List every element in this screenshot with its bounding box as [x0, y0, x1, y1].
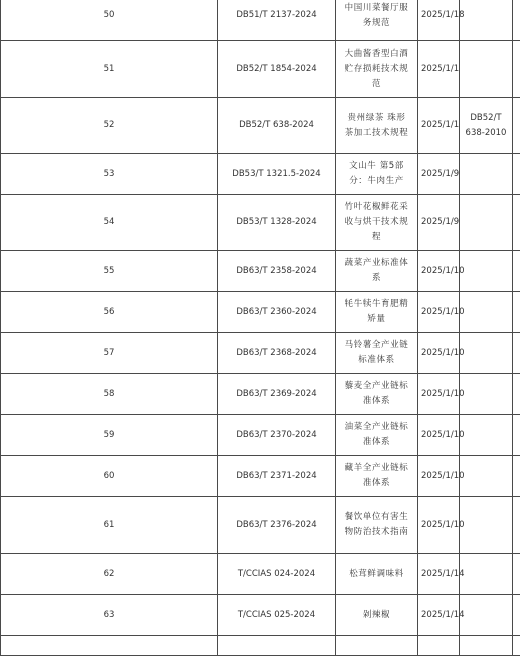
table-row	[1, 251, 520, 292]
effective-date: 2025/1/10	[418, 415, 460, 456]
table-row	[1, 98, 520, 154]
effective-date: 2025/1/1	[418, 98, 460, 154]
row-number: 57	[1, 333, 218, 374]
table-row	[1, 415, 520, 456]
spacer-cell	[513, 497, 520, 554]
effective-date: 2025/1/10	[418, 333, 460, 374]
standard-name: 竹叶花椒鲜花采收与烘干技术规程	[336, 195, 418, 251]
row-number: 54	[1, 195, 218, 251]
row-number: 60	[1, 456, 218, 497]
standard-name: 蔬菜产业标准体系	[336, 251, 418, 292]
table-row	[1, 154, 520, 195]
table-row	[1, 636, 520, 656]
standard-code: DB63/T 2371-2024	[218, 456, 336, 497]
standard-name: 牦牛犊牛育肥精矫量	[336, 292, 418, 333]
table-row	[1, 41, 520, 98]
standard-code: DB53/T 1328-2024	[218, 195, 336, 251]
replaced-standard	[460, 292, 513, 333]
effective-date: 2025/1/10	[418, 292, 460, 333]
effective-date: 2025/1/10	[418, 251, 460, 292]
spacer-cell	[513, 636, 520, 656]
replaced-standard	[460, 251, 513, 292]
table-row	[1, 195, 520, 251]
table-row	[1, 554, 520, 595]
row-number: 59	[1, 415, 218, 456]
spacer-cell	[513, 554, 520, 595]
standard-code: DB63/T 2368-2024	[218, 333, 336, 374]
effective-date: 2025/1/9	[418, 195, 460, 251]
effective-date: 2025/1/14	[418, 554, 460, 595]
replaced-standard	[460, 374, 513, 415]
spacer-cell	[513, 374, 520, 415]
standard-code: DB63/T 2376-2024	[218, 497, 336, 554]
replaced-standard: DB52/T 638-2010	[460, 98, 513, 154]
standard-name: 藜麦全产业链标准体系	[336, 374, 418, 415]
replaced-standard	[460, 595, 513, 636]
table-row	[1, 595, 520, 636]
spacer-cell	[513, 154, 520, 195]
effective-date: 2025/1/18	[418, 0, 460, 41]
standard-code: DB63/T 2360-2024	[218, 292, 336, 333]
standard-name: 马铃薯全产业链标准体系	[336, 333, 418, 374]
spacer-cell	[513, 98, 520, 154]
effective-date	[418, 636, 460, 656]
replaced-standard	[460, 636, 513, 656]
standard-name: 文山牛 第5部分：牛肉生产	[336, 154, 418, 195]
spacer-cell	[513, 456, 520, 497]
effective-date: 2025/1/10	[418, 497, 460, 554]
replaced-standard	[460, 154, 513, 195]
row-number: 50	[1, 0, 218, 41]
standard-code: DB53/T 1321.5-2024	[218, 154, 336, 195]
table-row	[1, 0, 520, 41]
standard-code: DB52/T 1854-2024	[218, 41, 336, 98]
effective-date: 2025/1/10	[418, 374, 460, 415]
replaced-standard	[460, 415, 513, 456]
replaced-standard	[460, 333, 513, 374]
table-row	[1, 497, 520, 554]
effective-date: 2025/1/1	[418, 41, 460, 98]
row-number: 62	[1, 554, 218, 595]
spacer-cell	[513, 595, 520, 636]
standard-name: 大曲酱香型白酒贮存损耗技术规范	[336, 41, 418, 98]
standard-code: DB52/T 638-2024	[218, 98, 336, 154]
row-number: 51	[1, 41, 218, 98]
replaced-standard	[460, 0, 513, 41]
row-number: 56	[1, 292, 218, 333]
row-number: 63	[1, 595, 218, 636]
standard-code: DB63/T 2370-2024	[218, 415, 336, 456]
standard-code: DB63/T 2358-2024	[218, 251, 336, 292]
replaced-standard	[460, 195, 513, 251]
row-number	[1, 636, 218, 656]
spacer-cell	[513, 292, 520, 333]
replaced-standard	[460, 554, 513, 595]
table-body	[1, 0, 520, 656]
row-number: 58	[1, 374, 218, 415]
spacer-cell	[513, 333, 520, 374]
table-row	[1, 292, 520, 333]
effective-date: 2025/1/10	[418, 456, 460, 497]
standard-name: 剁辣椒	[336, 595, 418, 636]
table-row	[1, 333, 520, 374]
spacer-cell	[513, 41, 520, 98]
replaced-standard	[460, 497, 513, 554]
standard-code: DB63/T 2369-2024	[218, 374, 336, 415]
standard-name: 藏羊全产业链标准体系	[336, 456, 418, 497]
standard-name: 松茸鲜调味料	[336, 554, 418, 595]
standard-name: 油菜全产业链标准体系	[336, 415, 418, 456]
row-number: 53	[1, 154, 218, 195]
standard-code: T/CCIAS 024-2024	[218, 554, 336, 595]
table-row	[1, 374, 520, 415]
table-row	[1, 456, 520, 497]
spacer-cell	[513, 415, 520, 456]
spacer-cell	[513, 0, 520, 41]
row-number: 52	[1, 98, 218, 154]
standard-name: 贵州绿茶 珠形茶加工技术规程	[336, 98, 418, 154]
standard-code	[218, 636, 336, 656]
spacer-cell	[513, 251, 520, 292]
standard-name: 餐饮单位有害生物防治技术指南	[336, 497, 418, 554]
standard-name: 中国川菜餐厅服务规范	[336, 0, 418, 41]
effective-date: 2025/1/9	[418, 154, 460, 195]
standard-code: T/CCIAS 025-2024	[218, 595, 336, 636]
row-number: 61	[1, 497, 218, 554]
replaced-standard	[460, 456, 513, 497]
standard-name	[336, 636, 418, 656]
standard-code: DB51/T 2137-2024	[218, 0, 336, 41]
row-number: 55	[1, 251, 218, 292]
spacer-cell	[513, 195, 520, 251]
effective-date: 2025/1/14	[418, 595, 460, 636]
replaced-standard	[460, 41, 513, 98]
